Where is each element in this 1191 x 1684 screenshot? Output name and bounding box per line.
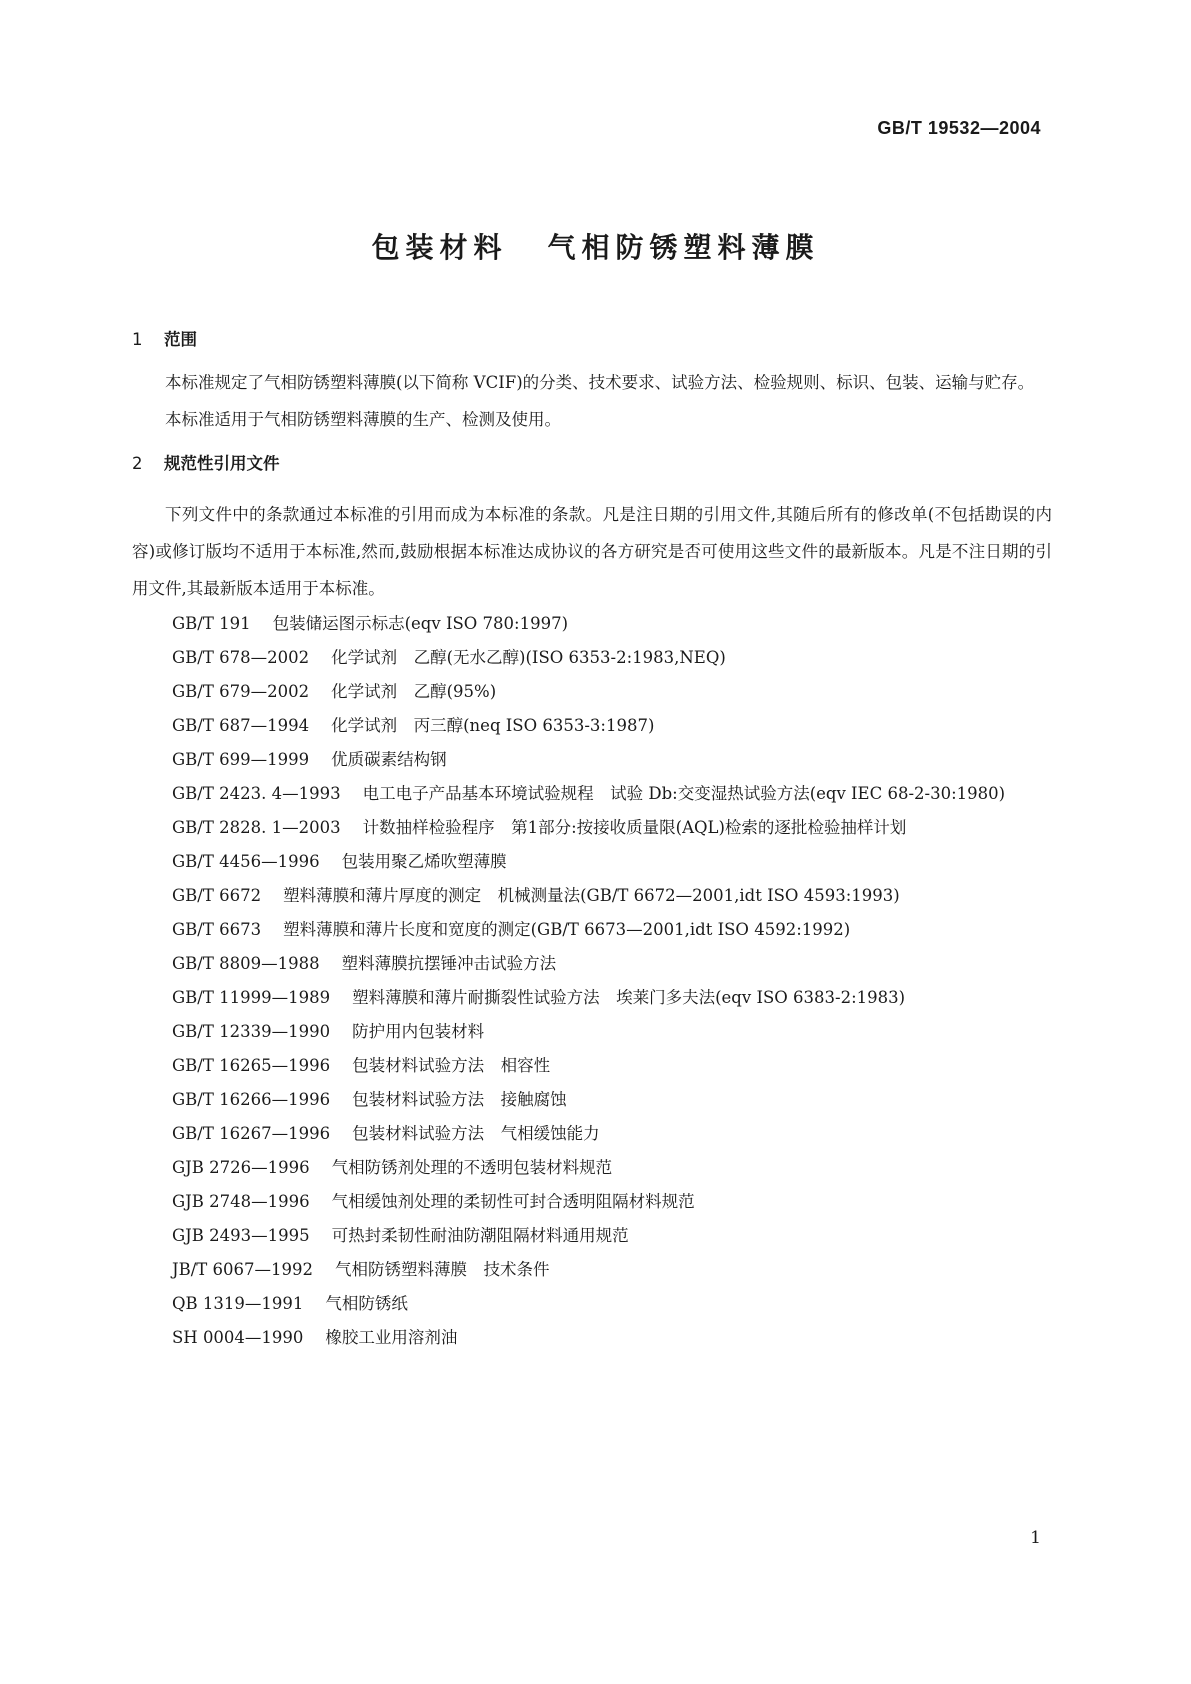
- reference-item: [132, 981, 1052, 1015]
- reference-title: 橡胶工业用溶剂油: [325, 1328, 458, 1347]
- reference-title: 包装材料试验方法 相容性: [352, 1056, 551, 1075]
- reference-title: 化学试剂 丙三醇(neq ISO 6353-3:1987): [331, 716, 655, 735]
- reference-title: 防护用内包装材料: [352, 1022, 485, 1041]
- reference-item: [132, 1321, 1052, 1355]
- reference-code: GB/T 16266—1996: [172, 1090, 331, 1109]
- reference-code: GB/T 4456—1996: [172, 852, 320, 871]
- reference-code: GB/T 16267—1996: [172, 1124, 331, 1143]
- reference-code: GB/T 679—2002: [172, 682, 310, 701]
- document-title: [0, 226, 1191, 266]
- section-heading-scope: [132, 322, 1052, 358]
- reference-title: 气相防锈塑料薄膜 技术条件: [335, 1260, 550, 1279]
- reference-item: [132, 1015, 1052, 1049]
- title-part-2: 气相防锈塑料薄膜: [547, 231, 820, 264]
- reference-item: [132, 1117, 1052, 1151]
- reference-item: [132, 1151, 1052, 1185]
- section-heading-normative-references: [132, 446, 1052, 482]
- reference-code: GB/T 2423. 4—1993: [172, 784, 341, 803]
- reference-item: [132, 913, 1052, 947]
- reference-item: [132, 1253, 1052, 1287]
- paragraph: 本标准适用于气相防锈塑料薄膜的生产、检测及使用。: [165, 410, 561, 429]
- reference-title: 气相防锈剂处理的不透明包装材料规范: [331, 1158, 613, 1177]
- reference-code: GB/T 699—1999: [172, 750, 310, 769]
- reference-code: GB/T 678—2002: [172, 648, 310, 667]
- reference-code: GB/T 11999—1989: [172, 988, 331, 1007]
- reference-code: GB/T 191: [172, 614, 251, 633]
- reference-title: 塑料薄膜和薄片长度和宽度的测定(GB/T 6673—2001,idt ISO 4592:1992): [283, 920, 851, 939]
- reference-title: 电工电子产品基本环境试验规程 试验 Db:交变湿热试验方法(eqv IEC 68-2-30:1980): [362, 784, 1006, 803]
- reference-title: 化学试剂 乙醇(95%): [331, 682, 497, 701]
- reference-title: 塑料薄膜抗摆锤冲击试验方法: [341, 954, 557, 973]
- reference-code: GJB 2748—1996: [172, 1192, 310, 1211]
- reference-title: 可热封柔韧性耐油防潮阻隔材料通用规范: [331, 1226, 629, 1245]
- reference-item: [132, 1219, 1052, 1253]
- section-number: 2: [132, 454, 143, 473]
- reference-item: [132, 641, 1052, 675]
- reference-code: GJB 2493—1995: [172, 1226, 310, 1245]
- reference-title: 计数抽样检验程序 第1部分:按接收质量限(AQL)检索的逐批检验抽样计划: [362, 818, 907, 837]
- reference-title: 塑料薄膜和薄片耐撕裂性试验方法 埃莱门多夫法(eqv ISO 6383-2:1983): [352, 988, 906, 1007]
- reference-title: 气相缓蚀剂处理的柔韧性可封合透明阻隔材料规范: [331, 1192, 695, 1211]
- title-part-1: 包装材料: [371, 231, 508, 264]
- page-number: 1: [1030, 1528, 1041, 1548]
- reference-code: GB/T 16265—1996: [172, 1056, 331, 1075]
- reference-title: 包装用聚乙烯吹塑薄膜: [341, 852, 507, 871]
- reference-code: JB/T 6067—1992: [172, 1260, 314, 1279]
- reference-item: [132, 675, 1052, 709]
- reference-code: GB/T 8809—1988: [172, 954, 320, 973]
- reference-title: 塑料薄膜和薄片厚度的测定 机械测量法(GB/T 6672—2001,idt ISO 4593:1993): [283, 886, 900, 905]
- reference-title: 包装材料试验方法 气相缓蚀能力: [352, 1124, 600, 1143]
- section-title: 规范性引用文件: [164, 454, 280, 473]
- reference-code: GB/T 6672: [172, 886, 262, 905]
- reference-code: GB/T 12339—1990: [172, 1022, 331, 1041]
- reference-item: [132, 709, 1052, 743]
- reference-title: 化学试剂 乙醇(无水乙醇)(ISO 6353-2:1983,NEQ): [331, 648, 726, 667]
- reference-code: QB 1319—1991: [172, 1294, 304, 1313]
- reference-item: [132, 947, 1052, 981]
- section-number: 1: [132, 330, 143, 349]
- section-title: 范围: [164, 330, 197, 349]
- reference-title: 气相防锈纸: [325, 1294, 408, 1313]
- reference-list: [132, 607, 1052, 1355]
- reference-title: 包装材料试验方法 接触腐蚀: [352, 1090, 567, 1109]
- reference-title: 包装储运图示标志(eqv ISO 780:1997): [272, 614, 569, 633]
- paragraph: 本标准规定了气相防锈塑料薄膜(以下简称 VCIF)的分类、技术要求、试验方法、检验规则、标识、包装、运输与贮存。: [165, 373, 1035, 392]
- paragraph: 下列文件中的条款通过本标准的引用而成为本标准的条款。凡是注日期的引用文件,其随后所有的修改单(不包括勘误的内容)或修订版均不适用于本标准,然而,鼓励根据本标准达成协议的各方研究是否可使用这些文件的最新版本。凡是不注日期的引用文件,其最新版本适用于本标准。: [132, 505, 1052, 598]
- reference-item: [132, 1185, 1052, 1219]
- reference-item: [132, 777, 1052, 811]
- reference-title: 优质碳素结构钢: [331, 750, 447, 769]
- reference-code: SH 0004—1990: [172, 1328, 304, 1347]
- document-body: [132, 322, 1052, 1355]
- reference-item: [132, 1083, 1052, 1117]
- reference-code: GJB 2726—1996: [172, 1158, 310, 1177]
- reference-item: [132, 845, 1052, 879]
- reference-code: GB/T 6673: [172, 920, 262, 939]
- reference-item: [132, 1287, 1052, 1321]
- reference-code: GB/T 687—1994: [172, 716, 310, 735]
- reference-item: [132, 607, 1052, 641]
- standard-code: GB/T 19532—2004: [877, 118, 1041, 138]
- reference-item: [132, 879, 1052, 913]
- reference-item: [132, 1049, 1052, 1083]
- reference-item: [132, 743, 1052, 777]
- reference-item: [132, 811, 1052, 845]
- reference-code: GB/T 2828. 1—2003: [172, 818, 341, 837]
